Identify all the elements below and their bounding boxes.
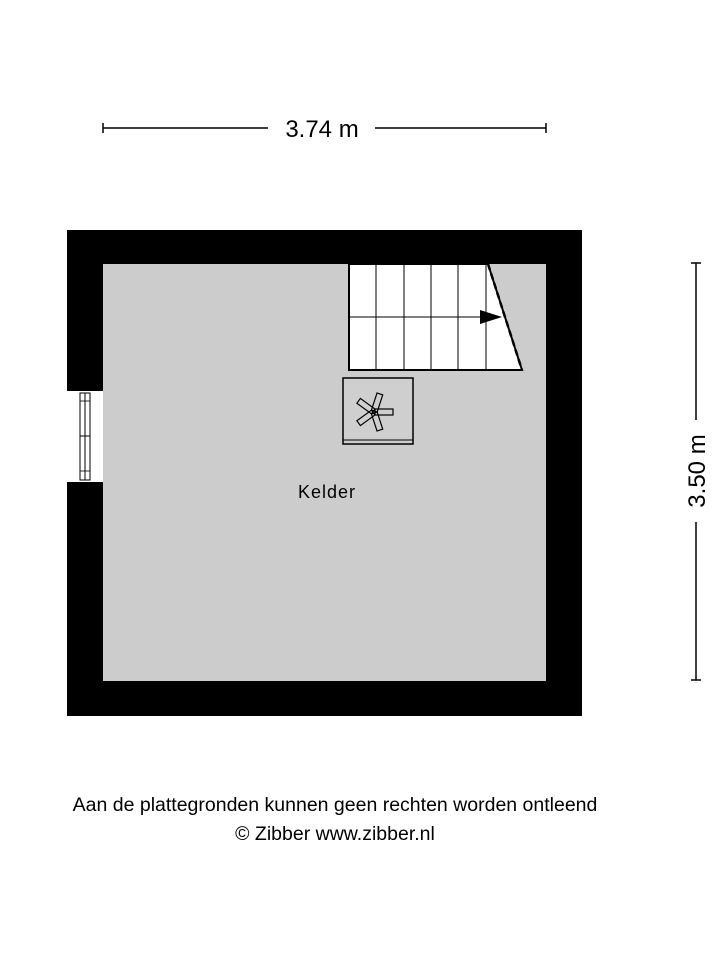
heater-unit (343, 378, 413, 444)
width-dimension (103, 116, 546, 143)
disclaimer-text: Aan de plattegronden kunnen geen rechten worden ontleend (72, 794, 598, 816)
height-dimension-label: 3.50 m (684, 434, 711, 508)
height-dimension (684, 263, 711, 680)
copyright-text: © Zibber www.zibber.nl (235, 823, 435, 845)
window (67, 391, 103, 482)
width-dimension-label: 3.74 m (285, 116, 359, 143)
room-label: Kelder (297, 482, 357, 502)
